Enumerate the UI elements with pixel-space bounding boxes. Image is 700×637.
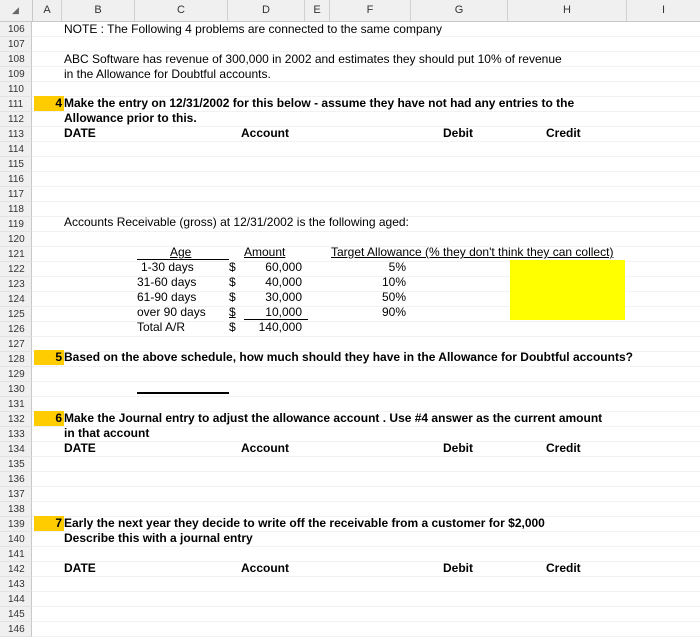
row-header[interactable]: 133 bbox=[0, 427, 32, 442]
row-header[interactable]: 132 bbox=[0, 412, 32, 427]
column-header-i[interactable]: I bbox=[661, 4, 666, 16]
grid-line bbox=[32, 171, 700, 172]
row-header[interactable]: 123 bbox=[0, 277, 32, 292]
grid-line bbox=[32, 231, 700, 232]
total-ar-label: Total A/R bbox=[137, 320, 186, 334]
journal-3-account-header: Account bbox=[241, 561, 289, 575]
column-header-h[interactable]: H bbox=[508, 0, 627, 21]
target-pct-row-3: 50% bbox=[381, 290, 406, 304]
grid-line bbox=[32, 396, 700, 397]
currency-row-2: $ bbox=[229, 275, 236, 289]
grid-line bbox=[32, 501, 700, 502]
row-header[interactable]: 130 bbox=[0, 382, 32, 397]
row-header[interactable]: 112 bbox=[0, 112, 32, 127]
question-6-line-2: in that account bbox=[64, 426, 150, 440]
row-header[interactable]: 139 bbox=[0, 517, 32, 532]
triangle-icon: ◢ bbox=[12, 5, 19, 15]
grid-line bbox=[32, 606, 700, 607]
row-header[interactable]: 120 bbox=[0, 232, 32, 247]
row-header[interactable]: 119 bbox=[0, 217, 32, 232]
currency-row-4: $ bbox=[229, 305, 236, 319]
row-header[interactable]: 108 bbox=[0, 52, 32, 67]
age-row-2: 31-60 days bbox=[137, 275, 197, 289]
age-row-4: over 90 days bbox=[137, 305, 206, 319]
grid-line bbox=[32, 366, 700, 367]
grid-line bbox=[32, 456, 700, 457]
row-header[interactable]: 140 bbox=[0, 532, 32, 547]
amount-row-4: 10,000 bbox=[265, 305, 302, 319]
row-header[interactable]: 114 bbox=[0, 142, 32, 157]
row-header[interactable]: 128 bbox=[0, 352, 32, 367]
row-header[interactable]: 122 bbox=[0, 262, 32, 277]
question-6-number: 6 bbox=[34, 411, 64, 426]
age-row-1: 1-30 days bbox=[141, 260, 194, 274]
row-header[interactable]: 137 bbox=[0, 487, 32, 502]
row-header[interactable]: 127 bbox=[0, 337, 32, 352]
row-header[interactable]: 141 bbox=[0, 547, 32, 562]
column-header-f[interactable]: F bbox=[330, 0, 411, 21]
row-header[interactable]: 113 bbox=[0, 127, 32, 142]
journal-1-credit-header: Credit bbox=[546, 126, 581, 140]
row-header[interactable]: 144 bbox=[0, 592, 32, 607]
row-header[interactable]: 106 bbox=[0, 22, 32, 37]
row-header[interactable]: 134 bbox=[0, 442, 32, 457]
column-header-b[interactable]: B bbox=[62, 0, 135, 21]
amount-header: Amount bbox=[244, 245, 286, 259]
grid-line bbox=[32, 381, 700, 382]
journal-1-date-header: DATE bbox=[64, 126, 96, 140]
row-header[interactable]: 110 bbox=[0, 82, 32, 97]
amount-row-2: 40,000 bbox=[265, 275, 302, 289]
target-allowance-header: Target Allowance (% they don't think they can collect) bbox=[331, 245, 614, 259]
grid-line bbox=[32, 486, 700, 487]
row-header[interactable]: 116 bbox=[0, 172, 32, 187]
journal-3-date-header: DATE bbox=[64, 561, 96, 575]
row-header[interactable]: 124 bbox=[0, 292, 32, 307]
currency-row-1: $ bbox=[229, 260, 236, 274]
grid-line bbox=[32, 471, 700, 472]
row-header[interactable]: 136 bbox=[0, 472, 32, 487]
question-6-line-1: Make the Journal entry to adjust the allowance account . Use #4 answer as the current amount bbox=[64, 411, 603, 425]
column-header-a[interactable]: A bbox=[33, 0, 62, 21]
grid-line bbox=[32, 576, 700, 577]
column-header-c[interactable]: C bbox=[135, 0, 228, 21]
question-4-line-1: Make the entry on 12/31/2002 for this below - assume they have not had any entries to the bbox=[64, 96, 575, 110]
target-pct-row-4: 90% bbox=[381, 305, 406, 319]
row-header[interactable]: 129 bbox=[0, 367, 32, 382]
row-header[interactable]: 131 bbox=[0, 397, 32, 412]
question-7-number: 7 bbox=[34, 516, 64, 531]
grid-line bbox=[32, 621, 700, 622]
question-5-number: 5 bbox=[34, 350, 64, 365]
row-header[interactable]: 135 bbox=[0, 457, 32, 472]
grid-line bbox=[32, 201, 700, 202]
grid-line bbox=[32, 561, 700, 562]
row-header[interactable]: 115 bbox=[0, 157, 32, 172]
age-row-3: 61-90 days bbox=[137, 290, 197, 304]
journal-2-account-header: Account bbox=[241, 441, 289, 455]
question-7-line-2: Describe this with a journal entry bbox=[64, 531, 253, 545]
target-pct-row-1: 5% bbox=[388, 260, 406, 274]
intro-line-2: in the Allowance for Doubtful accounts. bbox=[64, 67, 271, 81]
row-header[interactable]: 121 bbox=[0, 247, 32, 262]
question-7-line-1: Early the next year they decide to write off the receivable from a customer for $2,000 bbox=[64, 516, 545, 530]
question-4-number: 4 bbox=[34, 96, 64, 111]
ar-intro-text: Accounts Receivable (gross) at 12/31/2002 is the following aged: bbox=[64, 215, 409, 229]
row-header[interactable]: 142 bbox=[0, 562, 32, 577]
grid-line bbox=[32, 156, 700, 157]
grid-line bbox=[32, 546, 700, 547]
grid-line bbox=[32, 336, 700, 337]
question-4-line-2: Allowance prior to this. bbox=[64, 111, 197, 125]
column-header-d[interactable]: D bbox=[228, 0, 305, 21]
answer-cell-highlight[interactable] bbox=[510, 260, 625, 320]
journal-2-credit-header: Credit bbox=[546, 441, 581, 455]
grid-line bbox=[32, 186, 700, 187]
row-header[interactable]: 118 bbox=[0, 202, 32, 217]
note-text: NOTE : The Following 4 problems are connected to the same company bbox=[64, 22, 442, 36]
journal-3-debit-header: Debit bbox=[443, 561, 473, 575]
amount-row-1: 60,000 bbox=[265, 260, 302, 274]
row-header[interactable]: 143 bbox=[0, 577, 32, 592]
journal-1-debit-header: Debit bbox=[443, 126, 473, 140]
amount-total: 140,000 bbox=[258, 320, 302, 334]
column-header-bar bbox=[0, 0, 700, 22]
intro-line-1: ABC Software has revenue of 300,000 in 2002 and estimates they should put 10% of revenue bbox=[64, 52, 562, 66]
question-5-text: Based on the above schedule, how much should they have in the Allowance for Doubtful accounts? bbox=[64, 350, 633, 364]
currency-row-3: $ bbox=[229, 290, 236, 304]
grid-line bbox=[32, 321, 700, 322]
journal-2-date-header: DATE bbox=[64, 441, 96, 455]
row-header[interactable]: 111 bbox=[0, 97, 32, 112]
column-header-e[interactable]: E bbox=[305, 0, 330, 21]
row-header[interactable]: 138 bbox=[0, 502, 32, 517]
grid-line bbox=[32, 591, 700, 592]
journal-1-account-header: Account bbox=[241, 126, 289, 140]
row-header[interactable]: 126 bbox=[0, 322, 32, 337]
select-all-corner[interactable] bbox=[0, 0, 33, 21]
row-header[interactable]: 146 bbox=[0, 622, 32, 637]
grid-line bbox=[32, 126, 700, 127]
amount-row-3: 30,000 bbox=[265, 290, 302, 304]
column-header-g[interactable]: G bbox=[411, 0, 508, 21]
journal-2-debit-header: Debit bbox=[443, 441, 473, 455]
grid-line bbox=[32, 441, 700, 442]
grid-line bbox=[32, 141, 700, 142]
age-header: Age bbox=[170, 245, 192, 259]
journal-3-credit-header: Credit bbox=[546, 561, 581, 575]
currency-total: $ bbox=[229, 320, 236, 334]
row-header[interactable]: 125 bbox=[0, 307, 32, 322]
answer-underline bbox=[137, 392, 229, 394]
target-pct-row-2: 10% bbox=[381, 275, 406, 289]
row-header[interactable]: 107 bbox=[0, 37, 32, 52]
row-header[interactable]: 145 bbox=[0, 607, 32, 622]
row-header[interactable]: 109 bbox=[0, 67, 32, 82]
row-header[interactable]: 117 bbox=[0, 187, 32, 202]
